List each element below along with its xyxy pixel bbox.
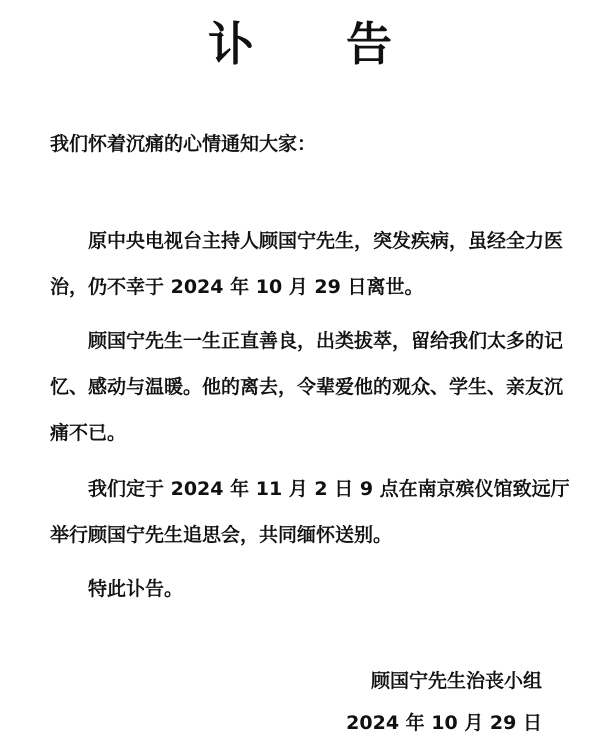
signature-organization: 顾国宁先生治丧小组 — [370, 670, 542, 692]
notice-title: 讣 告 — [207, 17, 430, 71]
notice-signature — [346, 660, 542, 744]
notice-salutation: 我们怀着沉痛的心情通知大家： — [50, 133, 317, 155]
notice-paragraph: 原中央电视台主持人顾国宁先生，突发疾病，虽经全力医治，仍不幸于 2024 年 10 月 29 日离世。 — [50, 230, 564, 298]
notice-closing: 特此讣告。 — [88, 578, 184, 600]
notice-paragraph: 顾国宁先生一生正直善良，出类拔萃，留给我们太多的记忆、感动与温暖。他的离去，令辈爱他的观众、学生、亲友沉痛不已。 — [50, 330, 564, 444]
notice-paragraph: 我们定于 2024 年 11 月 2 日 9 点在南京殡仪馆致远厅举行顾国宁先生追思会，共同缅怀送别。 — [50, 478, 570, 546]
signature-date: 2024 年 10 月 29 日 — [346, 712, 542, 734]
